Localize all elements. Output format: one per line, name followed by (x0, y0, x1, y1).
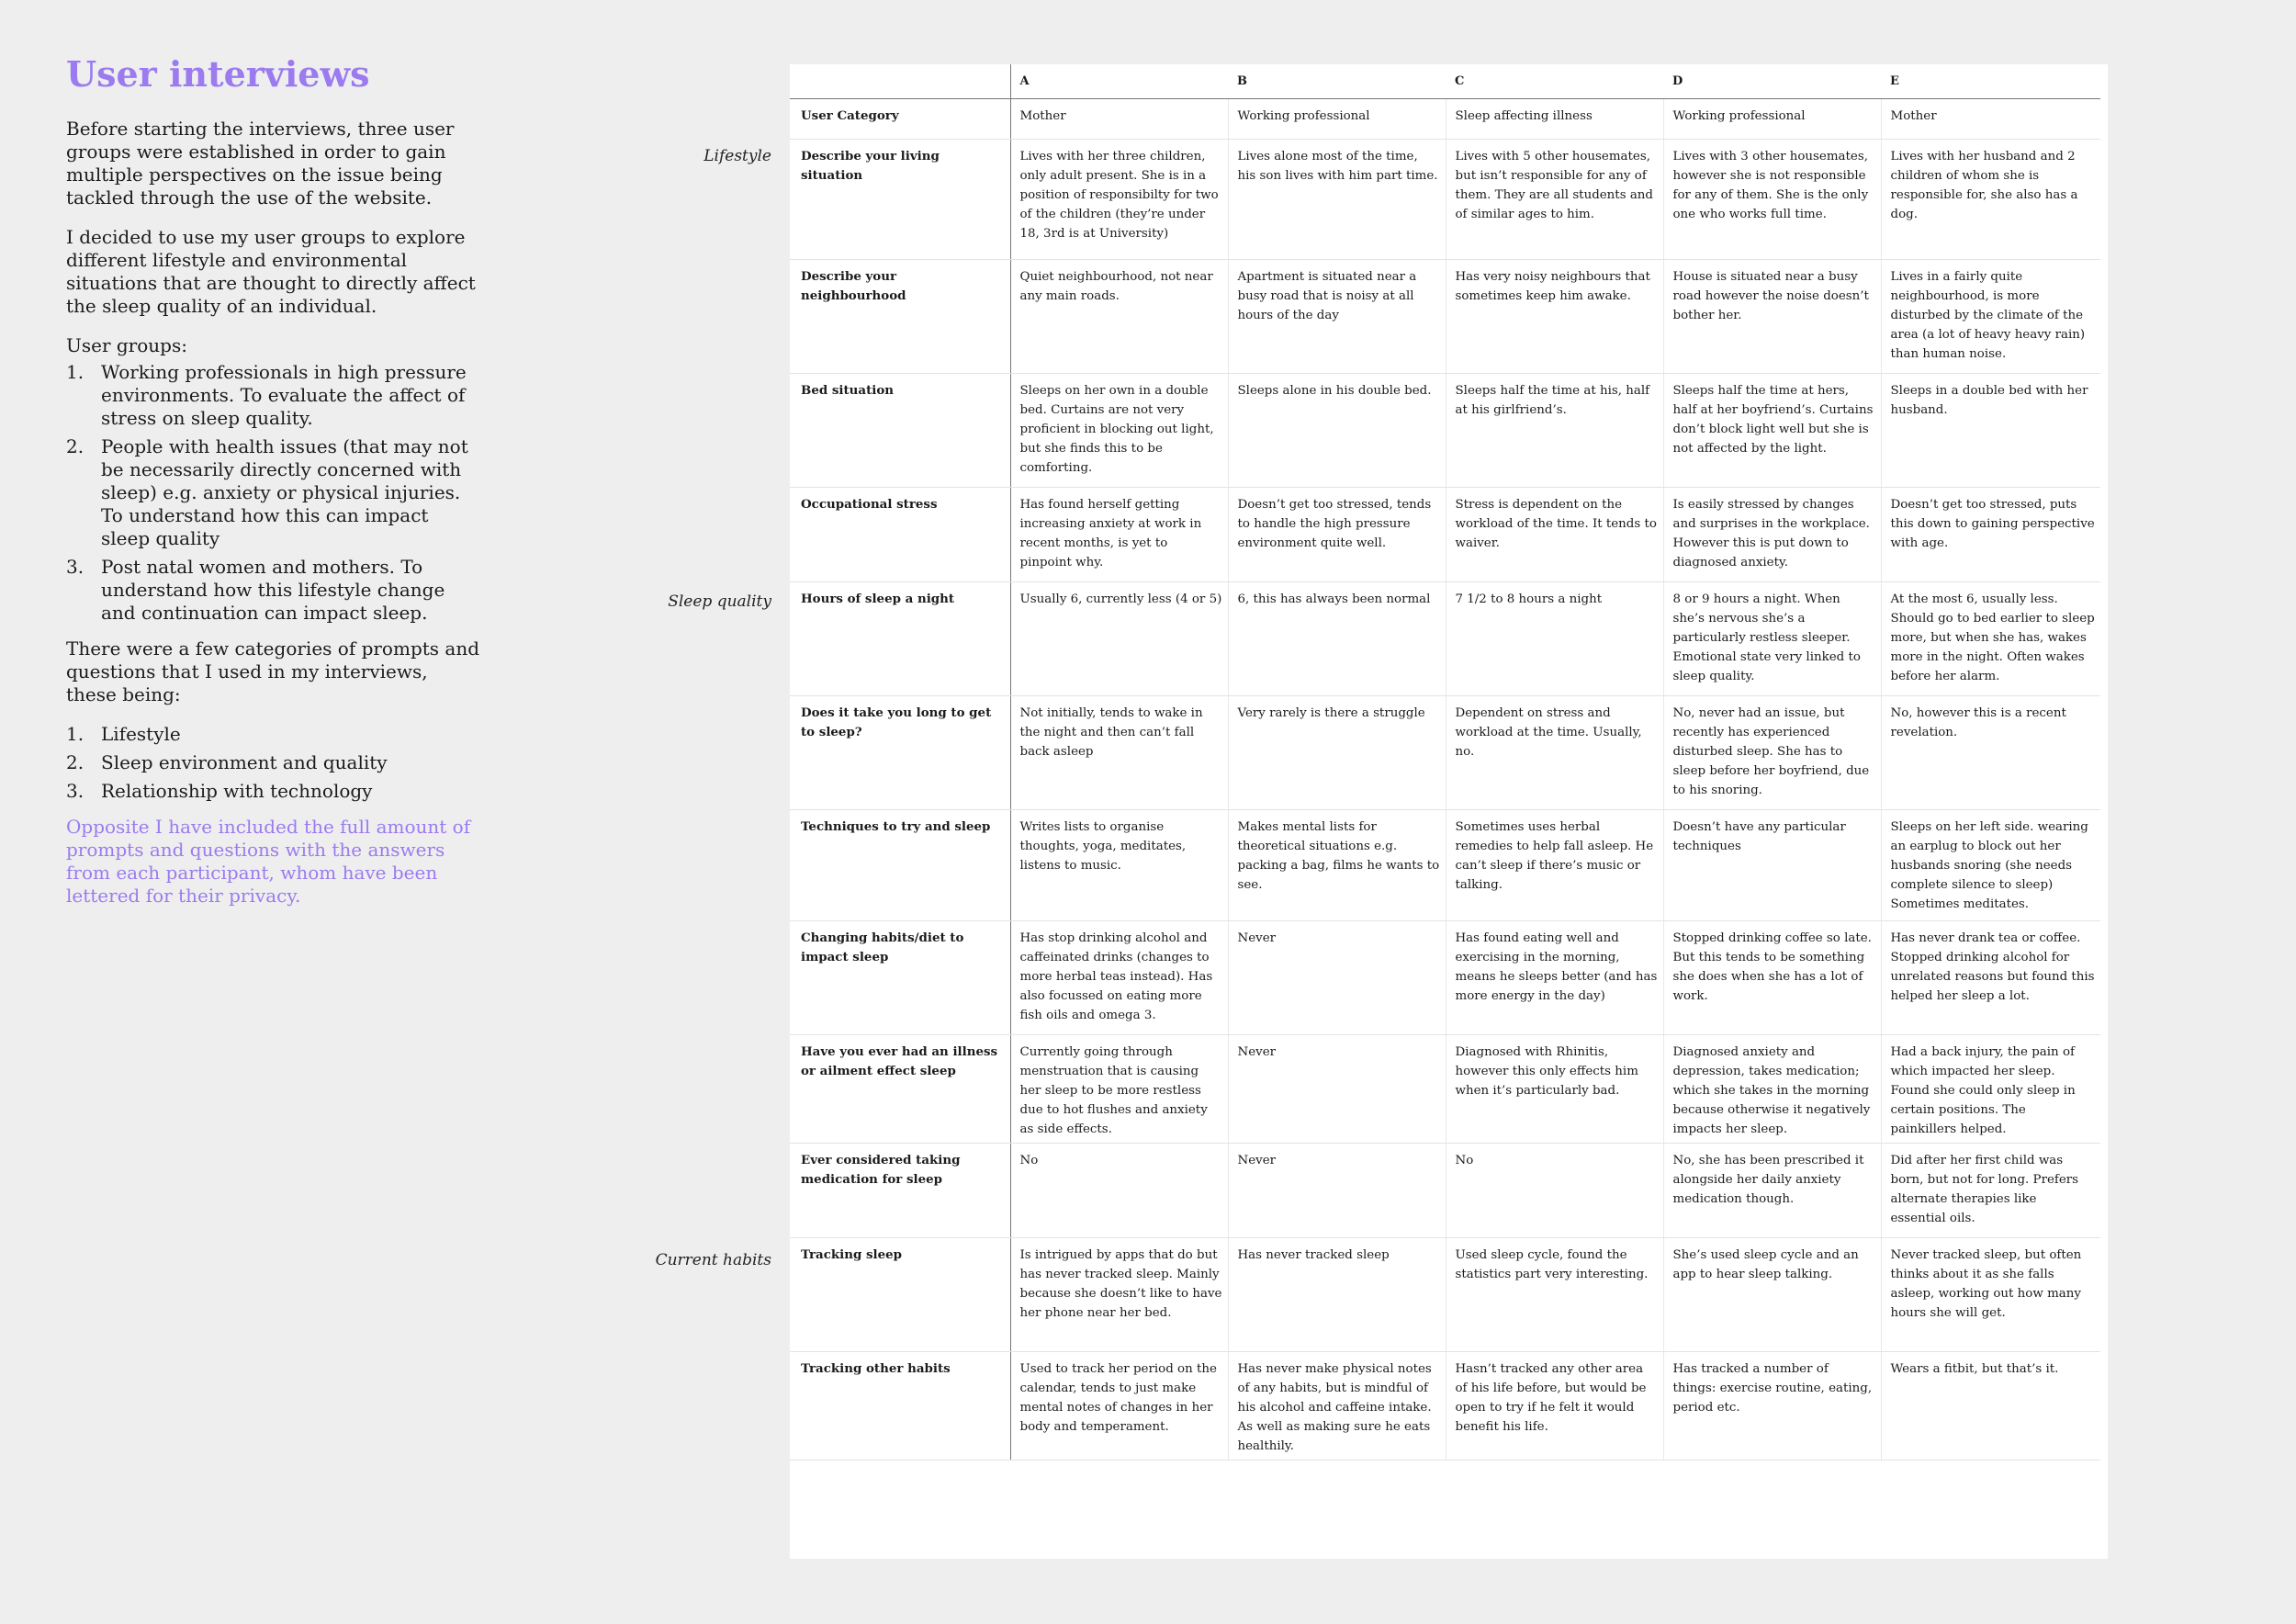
list-item: 1. Lifestyle (66, 722, 181, 745)
answer-cell: 7 1/2 to 8 hours a night (1446, 582, 1663, 696)
column-header: A (1010, 64, 1228, 99)
column-header: E (1881, 64, 2100, 99)
list-item: 1. Working professionals in high pressure environments. To evaluate the affect of stress on sleep quality. (66, 360, 467, 429)
answer-cell: Has tracked a number of things: exercise routine, eating, period etc. (1663, 1352, 1881, 1460)
answer-cell: Mother (1881, 99, 2100, 140)
answer-cell: Never (1228, 921, 1446, 1035)
answer-cell: Never (1228, 1144, 1446, 1238)
table-row (790, 696, 2100, 810)
answer-cell: Sleeps half the time at hers, half at her boyfriend’s. Curtains don’t block light well but she is not affected by the light. (1663, 374, 1881, 488)
column-header-question (790, 64, 1010, 99)
question-cell: Tracking other habits (790, 1352, 1010, 1460)
column-header: C (1446, 64, 1663, 99)
table-row (790, 582, 2100, 696)
table-note: Opposite I have included the full amount of prompts and questions with the answers from each participant, whom have been lettered for their privacy. (66, 815, 471, 907)
answer-cell: Wears a fitbit, but that’s it. (1881, 1352, 2100, 1460)
table-row (790, 488, 2100, 582)
list-item: 2. People with health issues (that may not be necessarily directly concerned with sleep) e.g. anxiety or physical injuries. To understand how this can impact sleep quality (66, 434, 468, 549)
user-groups-list (66, 361, 479, 625)
answer-cell: Lives in a fairly quite neighbourhood, is more disturbed by the climate of the area (a lot of heavy heavy rain) than human noise. (1881, 260, 2100, 374)
answer-cell: Did after her first child was born, but not for long. Prefers alternate therapies like essential oils. (1881, 1144, 2100, 1238)
answer-cell: Used sleep cycle, found the statistics part very interesting. (1446, 1238, 1663, 1352)
interview-table-card (790, 64, 2108, 1559)
answer-cell: She’s used sleep cycle and an app to hear sleep talking. (1663, 1238, 1881, 1352)
answer-cell: Quiet neighbourhood, not near any main roads. (1010, 260, 1228, 374)
answer-cell: Very rarely is there a struggle (1228, 696, 1446, 810)
answer-cell: No, never had an issue, but recently has experienced disturbed sleep. She has to sleep before her boyfriend, due to his snoring. (1663, 696, 1881, 810)
question-cell: Have you ever had an illness or ailment effect sleep (790, 1035, 1010, 1144)
table-row (790, 140, 2100, 260)
question-cell: Hours of sleep a night (790, 582, 1010, 696)
list-item: 2. Sleep environment and quality (66, 750, 388, 773)
answer-cell: Sleep affecting illness (1446, 99, 1663, 140)
answer-cell: Writes lists to organise thoughts, yoga, meditates, listens to music. (1010, 810, 1228, 921)
question-cell: Occupational stress (790, 488, 1010, 582)
answer-cell: Diagnosed with Rhinitis, however this only effects him when it’s particularly bad. (1446, 1035, 1663, 1144)
answer-cell: Lives with her three children, only adult present. She is in a position of responsibilty for two of the children (they’re under 18, 3rd is at University) (1010, 140, 1228, 260)
answer-cell: Used to track her period on the calendar, tends to just make mental notes of changes in her body and temperament. (1010, 1352, 1228, 1460)
answer-cell: Lives with 5 other housemates, but isn’t responsible for any of them. They are all students and of similar ages to him. (1446, 140, 1663, 260)
table-row (790, 810, 2100, 921)
answer-cell: Has never drank tea or coffee. Stopped drinking alcohol for unrelated reasons but found this helped her sleep a lot. (1881, 921, 2100, 1035)
answer-cell: Never tracked sleep, but often thinks about it as she falls asleep, working out how many hours she will get. (1881, 1238, 2100, 1352)
page-title: User interviews (66, 53, 370, 95)
intro-paragraph-1: Before starting the interviews, three user groups were established in order to gain multiple perspectives on the issue being tackled through the use of the website. (66, 117, 455, 209)
answer-cell: Stopped drinking coffee so late. But this tends to be something she does when she has a lot of work. (1663, 921, 1881, 1035)
answer-cell: Apartment is situated near a busy road that is noisy at all hours of the day (1228, 260, 1446, 374)
user-groups-label: User groups: (66, 333, 187, 356)
question-cell: Does it take you long to get to sleep? (790, 696, 1010, 810)
answer-cell: At the most 6, usually less. Should go to bed earlier to sleep more, but when she has, wakes more in the night. Often wakes before her alarm. (1881, 582, 2100, 696)
table-row (790, 374, 2100, 488)
interview-table (790, 64, 2100, 1460)
table-row (790, 1238, 2100, 1352)
answer-cell: Is intrigued by apps that do but has never tracked sleep. Mainly because she doesn’t like to have her phone near her bed. (1010, 1238, 1228, 1352)
answer-cell: Mother (1010, 99, 1228, 140)
answer-cell: Has found herself getting increasing anxiety at work in recent months, is yet to pinpoint why. (1010, 488, 1228, 582)
answer-cell: Has very noisy neighbours that sometimes keep him awake. (1446, 260, 1663, 374)
table-row (790, 921, 2100, 1035)
answer-cell: Lives with 3 other housemates, however she is not responsible for any of them. She is the only one who works full time. (1663, 140, 1881, 260)
answer-cell: Has stop drinking alcohol and caffeinated drinks (changes to more herbal teas instead). Has also focussed on eating more fish oils and omega 3. (1010, 921, 1228, 1035)
answer-cell: Sleeps on her left side. wearing an earplug to block out her husbands snoring (she needs complete silence to sleep) Sometimes meditates. (1881, 810, 2100, 921)
answer-cell: Sleeps on her own in a double bed. Curtains are not very proficient in blocking out light, but she finds this to be comforting. (1010, 374, 1228, 488)
answer-cell: Stress is dependent on the workload of the time. It tends to waiver. (1446, 488, 1663, 582)
answer-cell: Never (1228, 1035, 1446, 1144)
answer-cell: No (1010, 1144, 1228, 1238)
table-row (790, 1144, 2100, 1238)
intro-panel (66, 55, 479, 924)
answer-cell: Usually 6, currently less (4 or 5) (1010, 582, 1228, 696)
answer-cell: Doesn’t get too stressed, tends to handle the high pressure environment quite well. (1228, 488, 1446, 582)
answer-cell: Hasn’t tracked any other area of his life before, but would be open to try if he felt it would benefit his life. (1446, 1352, 1663, 1460)
answer-cell: Has never make physical notes of any habits, but is mindful of his alcohol and caffeine intake. As well as making sure he eats healthily. (1228, 1352, 1446, 1460)
answer-cell: Not initially, tends to wake in the night and then can’t fall back asleep (1010, 696, 1228, 810)
answer-cell: Doesn’t get too stressed, puts this down to gaining perspective with age. (1881, 488, 2100, 582)
answer-cell: Sleeps alone in his double bed. (1228, 374, 1446, 488)
answer-cell: Makes mental lists for theoretical situations e.g. packing a bag, films he wants to see. (1228, 810, 1446, 921)
categories-list (66, 723, 479, 803)
answer-cell: Is easily stressed by changes and surprises in the workplace. However this is put down to diagnosed anxiety. (1663, 488, 1881, 582)
intro-paragraph-2: I decided to use my user groups to explore different lifestyle and environmental situations that are thought to directly affect the sleep quality of an individual. (66, 225, 476, 317)
answer-cell: Had a back injury, the pain of which impacted her sleep. Found she could only sleep in certain positions. The painkillers helped. (1881, 1035, 2100, 1144)
answer-cell: Doesn’t have any particular techniques (1663, 810, 1881, 921)
section-label-current-habits: Current habits (655, 1251, 771, 1269)
answer-cell: No (1446, 1144, 1663, 1238)
answer-cell: Working professional (1228, 99, 1446, 140)
answer-cell: Lives alone most of the time, his son lives with him part time. (1228, 140, 1446, 260)
question-cell: Describe your neighbourhood (790, 260, 1010, 374)
question-cell: Techniques to try and sleep (790, 810, 1010, 921)
question-cell: Describe your living situation (790, 140, 1010, 260)
intro-paragraph-3: There were a few categories of prompts and questions that I used in my interviews, these being: (66, 637, 480, 705)
question-cell: Tracking sleep (790, 1238, 1010, 1352)
question-cell: User Category (790, 99, 1010, 140)
answer-cell: Diagnosed anxiety and depression, takes medication; which she takes in the morning because otherwise it negatively impacts her sleep. (1663, 1035, 1881, 1144)
section-label-sleep-quality: Sleep quality (668, 592, 771, 611)
question-cell: Bed situation (790, 374, 1010, 488)
answer-cell: No, she has been prescribed it alongside her daily anxiety medication though. (1663, 1144, 1881, 1238)
answer-cell: Has found eating well and exercising in the morning, means he sleeps better (and has more energy in the day) (1446, 921, 1663, 1035)
answer-cell: Sometimes uses herbal remedies to help fall asleep. He can’t sleep if there’s music or talking. (1446, 810, 1663, 921)
question-cell: Changing habits/diet to impact sleep (790, 921, 1010, 1035)
answer-cell: Working professional (1663, 99, 1881, 140)
answer-cell: 6, this has always been normal (1228, 582, 1446, 696)
table-header-row (790, 64, 2100, 99)
table-row (790, 1035, 2100, 1144)
column-header: B (1228, 64, 1446, 99)
answer-cell: House is situated near a busy road however the noise doesn’t bother her. (1663, 260, 1881, 374)
table-row (790, 99, 2100, 140)
answer-cell: Has never tracked sleep (1228, 1238, 1446, 1352)
table-row (790, 260, 2100, 374)
column-header: D (1663, 64, 1881, 99)
list-item: 3. Post natal women and mothers. To understand how this lifestyle change and continuation can impact sleep. (66, 555, 445, 624)
answer-cell: Currently going through menstruation that is causing her sleep to be more restless due to hot flushes and anxiety as side effects. (1010, 1035, 1228, 1144)
question-cell: Ever considered taking medication for sleep (790, 1144, 1010, 1238)
answer-cell: No, however this is a recent revelation. (1881, 696, 2100, 810)
table-row (790, 1352, 2100, 1460)
answer-cell: Sleeps in a double bed with her husband. (1881, 374, 2100, 488)
answer-cell: Sleeps half the time at his, half at his girlfriend’s. (1446, 374, 1663, 488)
answer-cell: Lives with her husband and 2 children of whom she is responsible for, she also has a dog. (1881, 140, 2100, 260)
answer-cell: 8 or 9 hours a night. When she’s nervous she’s a particularly restless sleeper. Emotional state very linked to sleep quality. (1663, 582, 1881, 696)
answer-cell: Dependent on stress and workload at the time. Usually, no. (1446, 696, 1663, 810)
section-label-lifestyle: Lifestyle (703, 147, 771, 165)
list-item: 3. Relationship with technology (66, 779, 373, 802)
